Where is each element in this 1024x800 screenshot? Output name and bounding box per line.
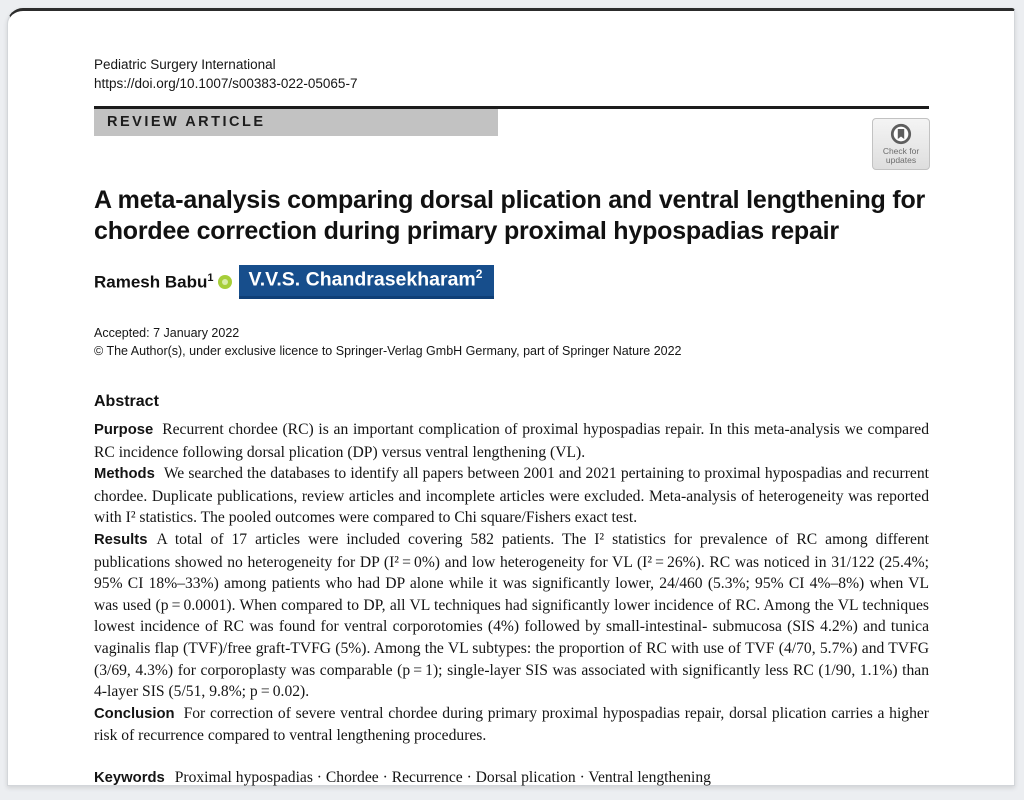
keywords-text: Proximal hypospadias · Chordee · Recurrence · Dorsal plication · Ventral lengthening (174, 768, 711, 786)
accepted-date: Accepted: 7 January 2022 (94, 326, 240, 340)
author-2-highlighted[interactable] (239, 265, 495, 299)
conclusion-label: Conclusion (94, 705, 175, 722)
abstract-purpose (94, 419, 929, 463)
check-for-updates-badge[interactable] (872, 118, 930, 170)
paper-page (7, 8, 1015, 786)
results-text: A total of 17 articles were included covering 582 patients. The I² statistics for prevalence of RC among different publications showed no heterogeneity for DP (I² = 0%) and low heterogeneity for VL (I² = 26%). RC was noticed in 31/122 (25.4%; 95% CI 18%–33%) among patients who had DP alone while it was significantly lower, 24/460 (5.3%; 95% CI 4%–8%) when VL was used (p = 0.0001). When compared to DP, all VL techniques had significantly lower incidence of RC. Among the VL techniques lowest incidence of RC was found for ventral corporotomies (4%) followed by small-intestinal- submucosa (SIS 4.2%) and tunica vaginalis flap (TVF)/free graft-TVFG (5%). Among the VL subtypes: the proportion of RC with use of TVF (4/70, 5.7%) and TVFG (3/69, 4.3%) for corporoplasty was comparable (p = 1); single-layer SIS was associated with significantly less RC (1/90, 1.1%) than 4-layer SIS (5/51, 9.8%; p = 0.02). (94, 530, 929, 701)
conclusion-text: For correction of severe ventral chordee during primary proximal hypospadias repair, dorsal plication carries a higher risk of recurrence compared to ventral lengthening procedures. (94, 704, 929, 745)
abstract-body (94, 419, 929, 747)
copyright-line: © The Author(s), under exclusive licence to Springer-Verlag GmbH Germany, part of Springer Nature 2022 (94, 343, 682, 358)
purpose-text: Recurrent chordee (RC) is an important complication of proximal hypospadias repair. In this meta-analysis we compared RC incidence following dorsal plication (DP) versus ventral lengthening (VL). (94, 421, 929, 461)
keywords-label: Keywords (94, 769, 165, 786)
keywords-line (94, 769, 929, 787)
check-for-updates-label-line2: updates (885, 155, 917, 165)
author-1-affiliation-sup: 1 (207, 271, 214, 284)
abstract-conclusion (94, 703, 929, 747)
author-1-name: Ramesh Babu (94, 272, 208, 292)
journal-name: Pediatric Surgery International (94, 57, 276, 72)
author-1 (94, 272, 214, 293)
results-label: Results (94, 531, 148, 548)
abstract-results (94, 529, 929, 703)
doi-link[interactable]: https://doi.org/10.1007/s00383-022-05065-7 (94, 76, 358, 91)
purpose-label: Purpose (94, 422, 154, 438)
check-for-updates-label-line1: Check for (882, 145, 920, 156)
methods-label: Methods (94, 466, 155, 483)
author-list (94, 267, 929, 297)
methods-text: We searched the databases to identify all papers between 2001 and 2021 pertaining to proximal hypospadias and recurrent chordee. Duplicate publications, review articles and incomplete articles were excluded. Meta-analysis of heterogeneity was reported with I² statistics. The pooled outcomes were compared to Chi square/Fishers exact test. (94, 465, 929, 527)
crossmark-bookmark-icon (890, 123, 912, 145)
article-type-banner: REVIEW ARTICLE (94, 109, 498, 136)
orcid-icon[interactable] (218, 275, 232, 289)
article-title: A meta-analysis comparing dorsal plication and ventral lengthening for chordee correction during primary proximal hypospadias repair (94, 186, 926, 245)
abstract-heading: Abstract (94, 393, 159, 410)
article-meta (94, 325, 929, 360)
author-2-affiliation-sup: 2 (475, 267, 483, 282)
author-2-name: V.V.S. Chandrasekharam (248, 268, 476, 291)
abstract-methods (94, 463, 929, 529)
